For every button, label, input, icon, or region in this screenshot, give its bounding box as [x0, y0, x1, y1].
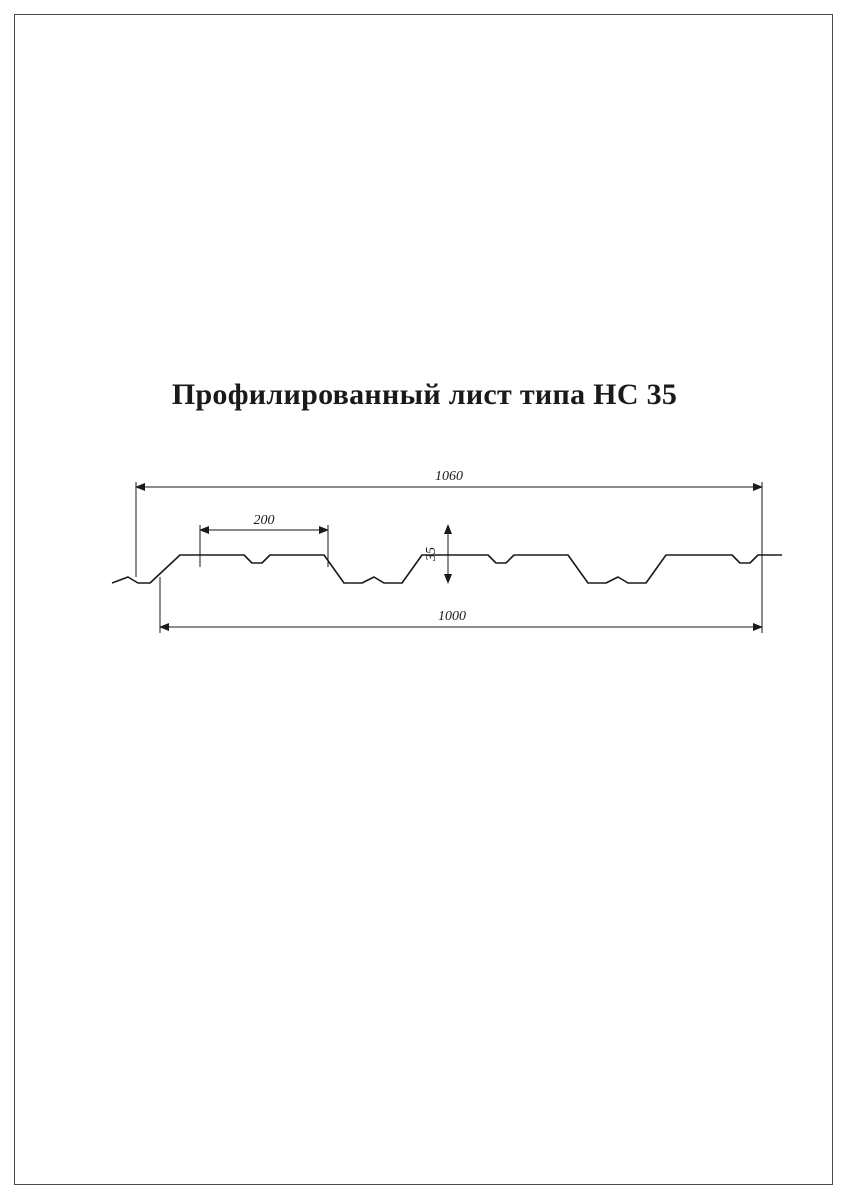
dimension-useful-width	[160, 577, 762, 633]
corrugated-profile-section	[112, 555, 782, 583]
dimension-label-total-width: 1060	[435, 469, 463, 484]
dimension-label-rib-pitch: 200	[253, 513, 275, 528]
dimension-label-rib-height: 35	[424, 547, 439, 561]
dimension-label-useful-width: 1000	[438, 609, 466, 624]
dimension-rib-pitch	[200, 513, 328, 567]
dimension-total-width	[136, 469, 762, 577]
profile-drawing	[100, 455, 800, 655]
page-title: Профилированный лист типа НС 35	[171, 378, 678, 411]
dimension-rib-height	[422, 525, 456, 583]
